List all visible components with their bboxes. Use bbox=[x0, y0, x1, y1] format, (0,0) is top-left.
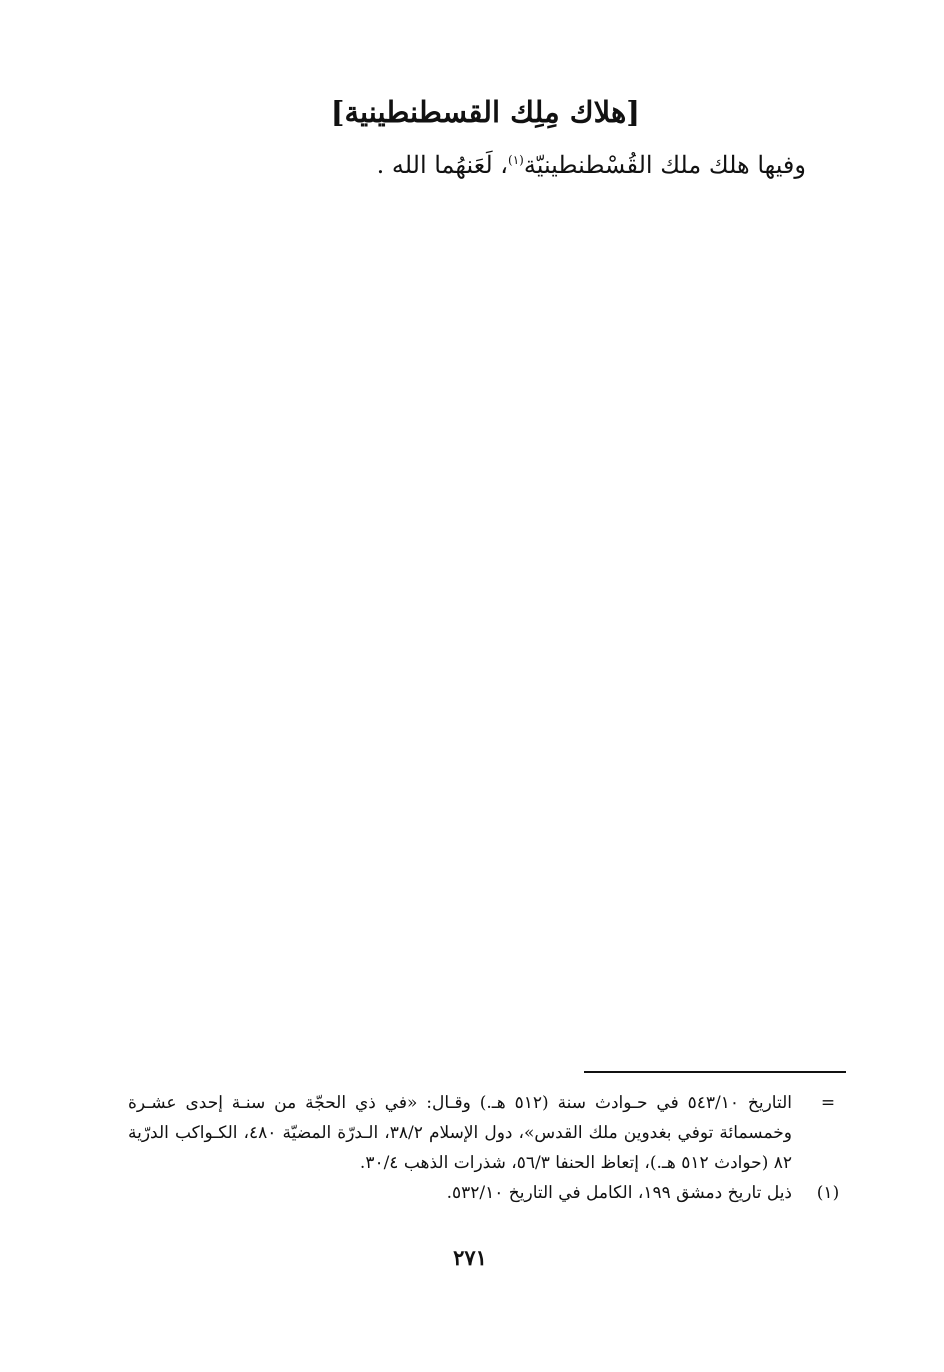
footnotes bbox=[128, 1088, 848, 1208]
page-number: ٢٧١ bbox=[453, 1245, 487, 1270]
footnote-marker: = bbox=[820, 1093, 836, 1113]
body-text: وفيها هلك ملك القُسْطنطينيّة bbox=[523, 151, 806, 179]
footnote-text: التاريخ ٥٤٣/١٠ في حـوادث سنة (٥١٢ هـ.) وقـال: «في ذي الحجّة من سنـة إحدى عشـرة وخمسمائة توفي بغدوين ملك القدس»، دول الإسلام ٣٨/٢، الـدرّة المضيّة ٤٨٠، الكـواكب الدرّية ٨٢ (حوادث ٥١٢ هـ.)، إتعاظ الحنفا ٥٦/٣، شذرات الذهب ٣٠/٤. bbox=[128, 1093, 792, 1173]
footnote-continuation bbox=[128, 1088, 848, 1178]
body-text-continued: ، لَعَنهُما الله . bbox=[376, 151, 508, 179]
body-paragraph bbox=[377, 147, 806, 183]
footnote-1 bbox=[128, 1178, 848, 1208]
footnote-text: ذيل تاريخ دمشق ١٩٩، الكامل في التاريخ ٥٣٢/١٠. bbox=[446, 1183, 792, 1203]
footnote-reference: (١) bbox=[508, 153, 524, 167]
footnote-separator bbox=[584, 1071, 846, 1073]
section-heading: [هلاك مِلِك القسطنطينية] bbox=[330, 95, 640, 129]
footnote-marker: (١) bbox=[816, 1183, 840, 1203]
